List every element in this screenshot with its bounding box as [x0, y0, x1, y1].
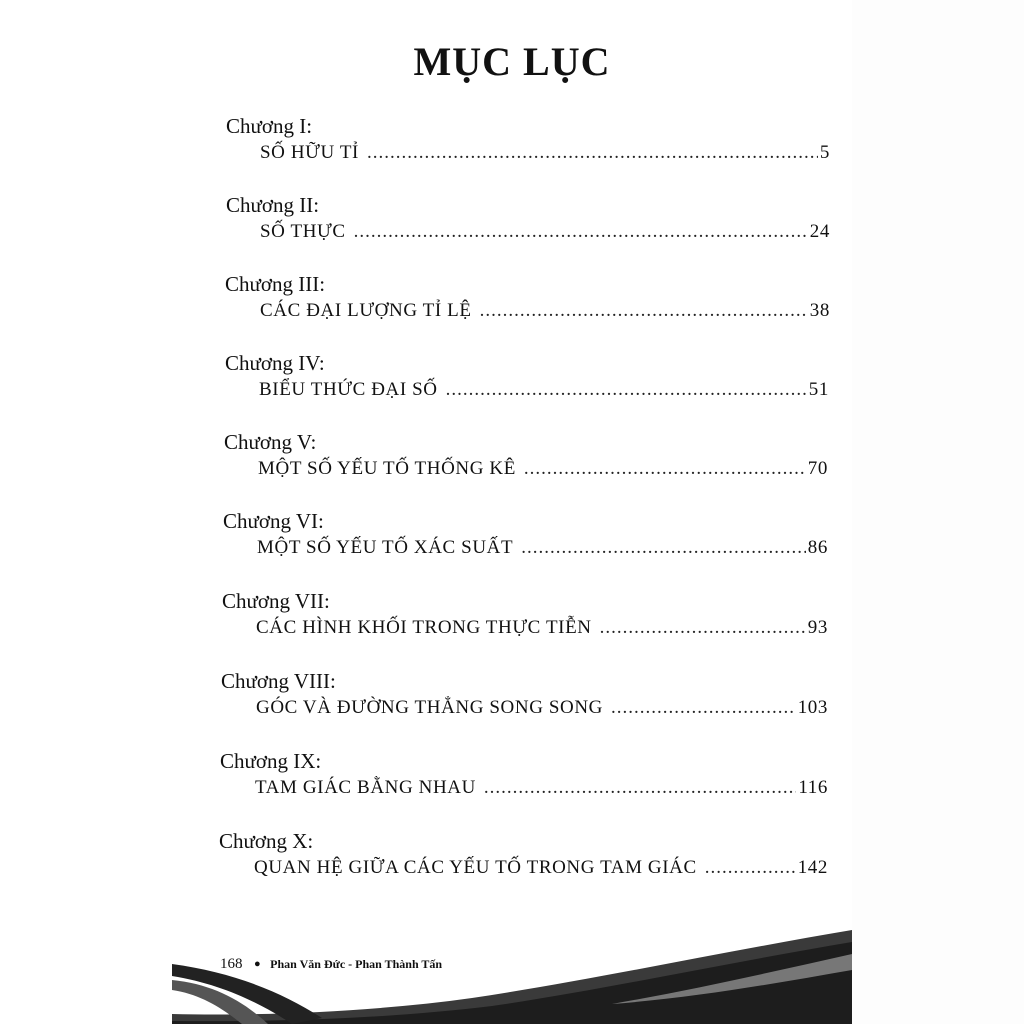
- toc-line: [257, 537, 828, 559]
- chapter-label: Chương VII:: [222, 589, 330, 613]
- page-footer: [220, 956, 442, 973]
- chapter-title: TAM GIÁC BẰNG NHAU: [255, 777, 476, 798]
- dot-leader: [600, 617, 806, 639]
- page-number: 116: [798, 777, 828, 798]
- chapter-title: SỐ HỮU TỈ: [260, 142, 359, 163]
- chapter-title: SỐ THỰC: [260, 221, 346, 242]
- chapter-label: Chương V:: [224, 430, 317, 454]
- footer-page-number: 168: [220, 956, 243, 972]
- page-number: 86: [807, 537, 828, 558]
- page-number: 51: [808, 379, 829, 400]
- chapter-title: GÓC VÀ ĐƯỜNG THẲNG SONG SONG: [256, 697, 603, 718]
- toc-line: [260, 300, 830, 322]
- chapter-label: Chương IV:: [225, 351, 325, 375]
- dot-leader: [484, 777, 796, 799]
- toc-line: [255, 777, 828, 799]
- chapter-title: CÁC ĐẠI LƯỢNG TỈ LỆ: [260, 300, 472, 321]
- page-number: 38: [809, 300, 830, 321]
- page-number: 5: [819, 142, 830, 163]
- footer-authors: Phan Văn Đức - Phan Thành Tấn: [270, 957, 443, 971]
- chapter-label: Chương I:: [226, 114, 313, 138]
- chapter-label: Chương VIII:: [221, 669, 336, 693]
- page-title: MỤC LỤC: [413, 39, 611, 84]
- chapter-label: Chương II:: [226, 193, 320, 217]
- dot-leader: [367, 142, 818, 164]
- page-margin: [852, 0, 1024, 1024]
- toc-line: [256, 697, 828, 719]
- chapter-label: Chương IX:: [220, 749, 322, 773]
- toc-line: [254, 857, 828, 879]
- toc-line: [256, 617, 828, 639]
- chapter-title: MỘT SỐ YẾU TỐ XÁC SUẤT: [257, 537, 514, 558]
- chapter-title: MỘT SỐ YẾU TỐ THỐNG KÊ: [258, 458, 516, 479]
- dot-leader: [611, 697, 796, 719]
- toc-line: [258, 458, 828, 480]
- dot-leader: [480, 300, 808, 322]
- page-number: 142: [797, 857, 828, 878]
- book-page: [172, 0, 852, 1024]
- bullet-icon: ●: [254, 958, 261, 970]
- toc-line: [259, 379, 829, 401]
- chapter-label: Chương III:: [225, 272, 326, 296]
- chapter-label: Chương VI:: [223, 509, 324, 533]
- toc-line: [260, 221, 830, 243]
- page-number: 93: [807, 617, 828, 638]
- page-number: 103: [797, 697, 828, 718]
- page-number: 24: [809, 221, 830, 242]
- chapter-label: Chương X:: [219, 829, 314, 853]
- page-number: 70: [807, 458, 828, 479]
- dot-leader: [524, 458, 806, 480]
- chapter-title: BIỂU THỨC ĐẠI SỐ: [259, 379, 438, 400]
- dot-leader: [446, 379, 807, 401]
- dot-leader: [354, 221, 808, 243]
- table-of-contents: [172, 0, 852, 900]
- chapter-title: QUAN HỆ GIỮA CÁC YẾU TỐ TRONG TAM GIÁC: [254, 857, 697, 878]
- dot-leader: [521, 537, 806, 559]
- chapter-title: CÁC HÌNH KHỐI TRONG THỰC TIỄN: [256, 617, 592, 638]
- toc-line: [260, 142, 830, 164]
- dot-leader: [705, 857, 796, 879]
